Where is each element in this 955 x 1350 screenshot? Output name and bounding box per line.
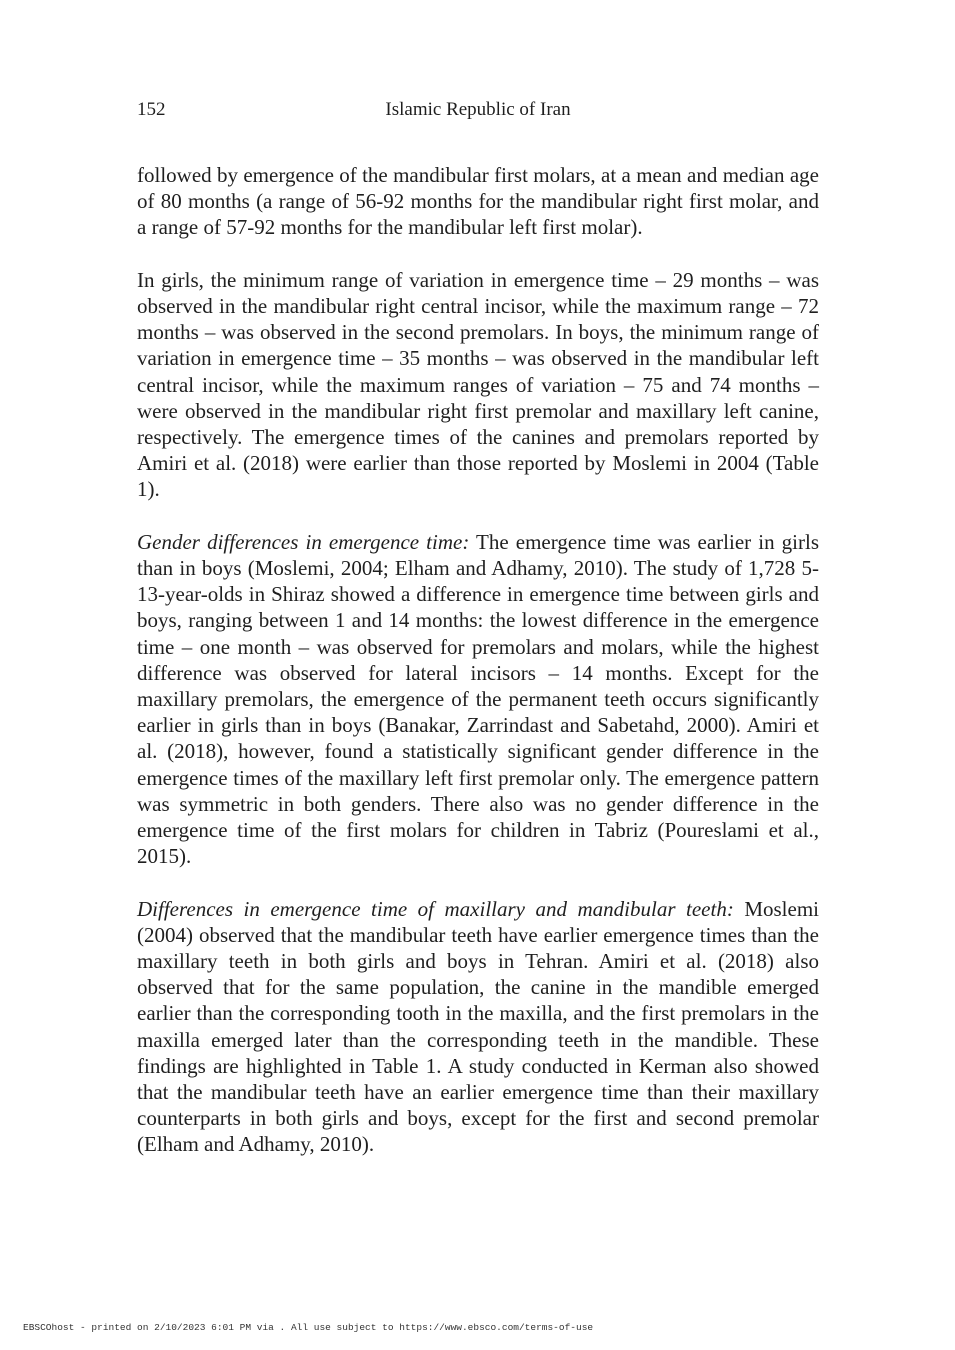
paragraph-gender-differences xyxy=(137,529,819,870)
running-head xyxy=(137,97,819,123)
paragraph-text: Moslemi (2004) observed that the mandibular teeth have earlier emergence times than the maxillary teeth in both girls and boys in Tehran. Amiri et al. (2018) also observed that for the same population, the canine in the mandible emerged earlier than the corresponding tooth in the maxilla, and the first premolars in the maxilla emerged later than the corresponding teeth in the mandible. These findings are highlighted in Table 1. A study conducted in Kerman also showed that the mandibular teeth have an earlier emergence time than their maxillary counterparts in both girls and boys, except for the first and second premolar (Elham and Adhamy, 2010). xyxy=(137,896,819,1157)
paragraph-range-of-variation xyxy=(137,267,819,503)
page-number: 152 xyxy=(137,99,166,120)
journal-title: Islamic Republic of Iran xyxy=(385,99,571,120)
paragraph-text: In girls, the minimum range of variation in emergence time – 29 months – was observed in the mandibular right central incisor, while the maximum range – 72 months – was observed in the second premolars. In boys, the minimum range of variation in emergence time – 35 months – was observed in the mandibular left central incisor, while the maximum ranges of variation – 75 and 74 months – were observed in the mandibular right first premolar and maxillary left canine, respectively. The emergence times of the canines and premolars reported by Amiri et al. (2018) were earlier than those reported by Moslemi in 2004 (Table 1). xyxy=(137,267,819,502)
paragraph-lead-in: Differences in emergence time of maxillary and mandibular teeth: xyxy=(137,896,734,921)
body-text xyxy=(137,162,819,1158)
ebsco-footer-notice: EBSCOhost - printed on 2/10/2023 6:01 PM via . All use subject to https://www.ebsco.com/terms-of-use xyxy=(23,1322,594,1333)
paragraph-text: The emergence time was earlier in girls than in boys (Moslemi, 2004; Elham and Adhamy, 2010). The study of 1,728 5-13-year-olds in Shiraz showed a difference in emergence time between girls and boys, ranging between 1 and 14 months: the lowest difference in the emergence time – one month – was observed for premolars and molars, while the highest difference was observed for lateral incisors – 14 months. Except for the maxillary premolars, the emergence of the permanent teeth occurs significantly earlier in girls than in boys (Banakar, Zarrindast and Sabetahd, 2000). Amiri et al. (2018), however, found a statistically significant gender difference in the emergence times of the maxillary left first premolar only. The emergence pattern was symmetric in both genders. There also was no gender difference in the emergence time of the first molars for children in Tabriz (Poureslami et al., 2015). xyxy=(137,529,819,869)
paragraph-text: followed by emergence of the mandibular first molars, at a mean and median age of 80 months (a range of 56-92 months for the mandibular right first molar, and a range of 57-92 months for the mandibular left first molar). xyxy=(137,163,819,240)
paragraph-lead-in: Gender differences in emergence time: xyxy=(137,529,470,554)
paragraph-continuation xyxy=(137,162,819,241)
paragraph-maxillary-mandibular xyxy=(137,896,819,1158)
